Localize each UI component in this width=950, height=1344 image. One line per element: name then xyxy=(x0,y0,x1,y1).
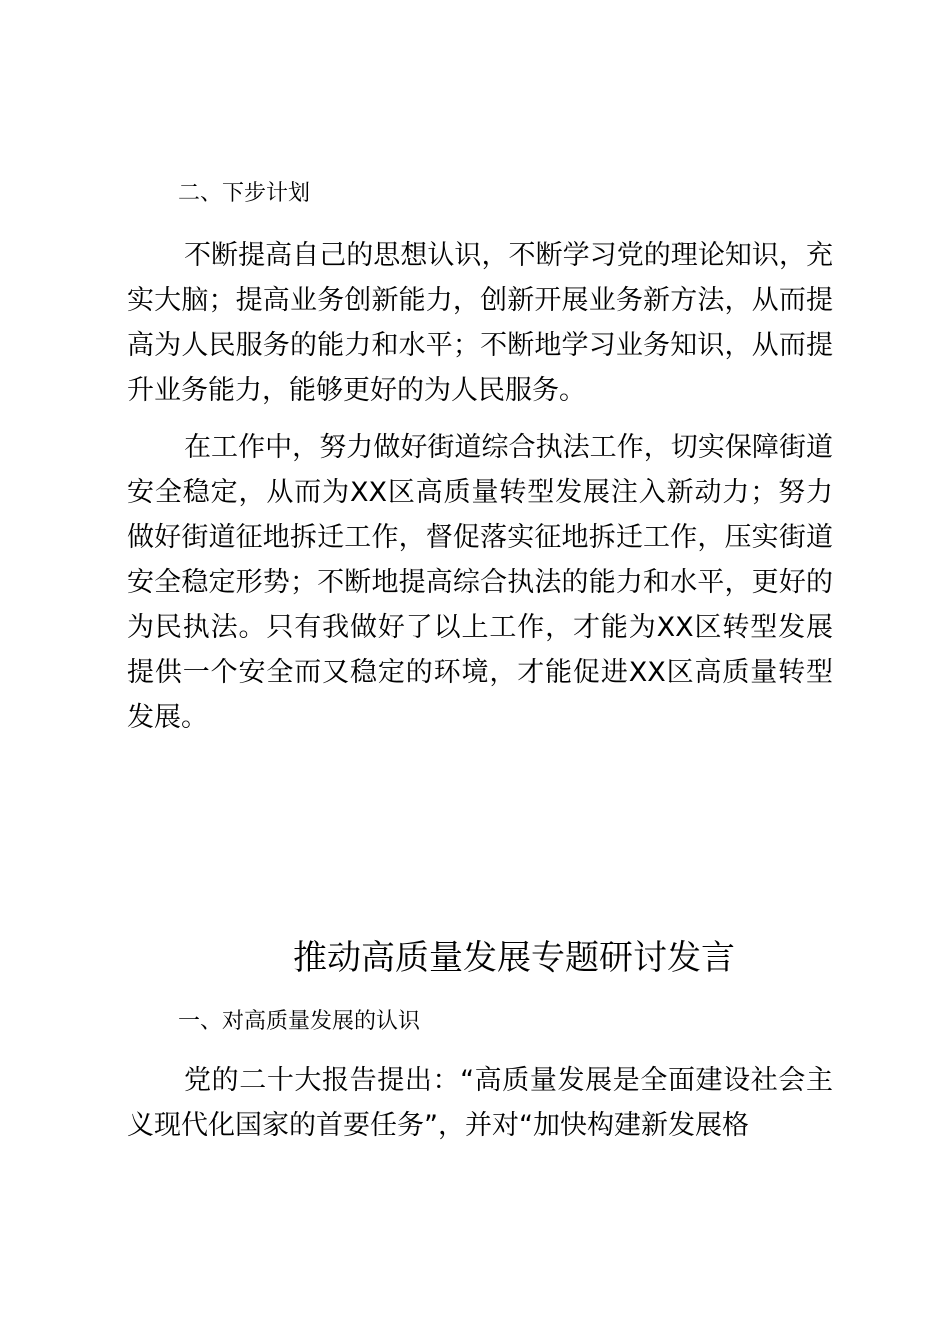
paragraph-understanding-1: 党的二十大报告提出：“高质量发展是全面建设社会主义现代化国家的首要任务”，并对“加快构建新发展格 xyxy=(127,1065,833,1141)
section-heading-understanding: 一、对高质量发展的认识 xyxy=(178,1009,421,1034)
speech-title: 推动高质量发展专题研讨发言 xyxy=(293,938,735,978)
paragraph-next-plan-1: 不断提高自己的思想认识，不断学习党的理论知识，充实大脑；提高业务创新能力，创新开展业务新方法，从而提高为人民服务的能力和水平；不断地学习业务知识，从而提升业务能力，能够更好的为人民服务。 xyxy=(127,240,833,406)
paragraph-next-plan-2: 在工作中，努力做好街道综合执法工作，切实保障街道安全稳定，从而为XX区高质量转型发展注入新动力；努力做好街道征地拆迁工作，督促落实征地拆迁工作，压实街道安全稳定形势；不断地提高综合执法的能力和水平，更好的为民执法。只有我做好了以上工作，才能为XX区转型发展提供一个安全而又稳定的环境，才能促进XX区高质量转型发展。 xyxy=(127,432,833,733)
section-heading-next-plan: 二、下步计划 xyxy=(178,181,311,206)
